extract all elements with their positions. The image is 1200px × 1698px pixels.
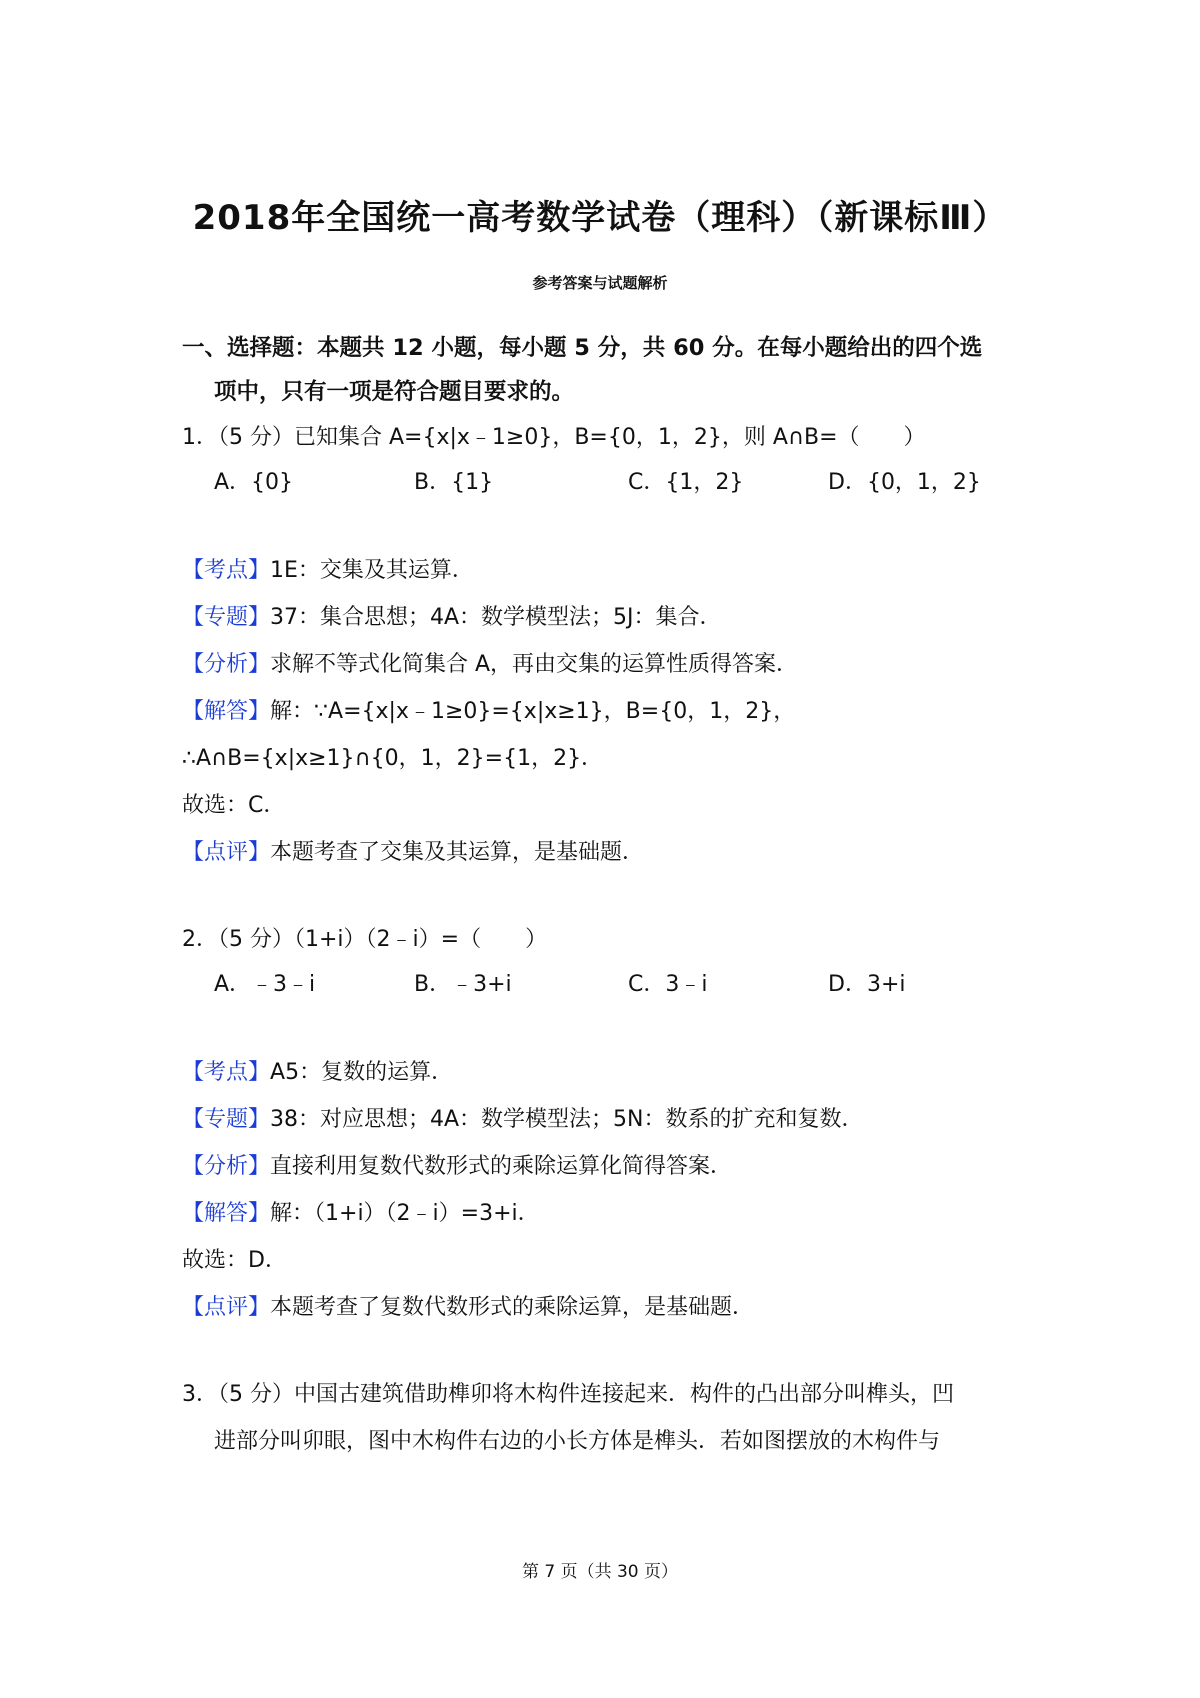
- question-1-kaodian: [182, 553, 474, 584]
- section-heading-line1: 一、选择题：本题共 12 小题，每小题 5 分，共 60 分。在每小题给出的四个选: [182, 335, 983, 361]
- question-2-stem: 2．（5 分）（1+i）（2﹣i）=（ ）: [182, 927, 548, 952]
- dianping-text: 本题考查了交集及其运算，是基础题．: [270, 840, 645, 865]
- question-1-choice: 故选：C．: [182, 793, 286, 818]
- question-2-option-c: C．3﹣i: [628, 972, 708, 997]
- kaodian-tag: 【考点】: [182, 558, 271, 583]
- section-heading-line2: 项中，只有一项是符合题目要求的。: [214, 379, 575, 405]
- question-1-jieda-line2: ∴A∩B={x|x≥1}∩{0，1，2}={1，2}．: [182, 746, 604, 771]
- jieda-text: 解：∵A={x|x﹣1≥0}={x|x≥1}，B={0，1，2}，: [270, 699, 796, 724]
- question-3-stem-line2: 进部分叫卯眼，图中木构件右边的小长方体是榫头．若如图摆放的木构件与: [214, 1429, 941, 1454]
- dianping-tag: 【点评】: [182, 1295, 271, 1320]
- question-1-stem: 1．（5 分）已知集合 A={x|x﹣1≥0}，B={0，1，2}，则 A∩B=（ ）: [182, 425, 926, 450]
- question-1-option-c: C．{1，2}: [628, 470, 744, 495]
- fenxi-text: 直接利用复数代数形式的乘除运算化简得答案．: [270, 1154, 733, 1179]
- zhuanti-tag: 【专题】: [182, 605, 271, 630]
- dianping-tag: 【点评】: [182, 840, 271, 865]
- question-2-kaodian: [182, 1055, 453, 1086]
- jieda-text: 解：（1+i）（2﹣i）=3+i．: [270, 1201, 540, 1226]
- fenxi-tag: 【分析】: [182, 652, 271, 677]
- question-2-option-a: A．﹣3﹣i: [214, 972, 316, 997]
- fenxi-tag: 【分析】: [182, 1154, 271, 1179]
- question-1-dianping: [182, 835, 644, 866]
- document-subtitle: 参考答案与试题解析: [532, 274, 668, 292]
- question-2-fenxi: [182, 1149, 732, 1180]
- page-footer: 第 7 页（共 30 页）: [521, 1562, 679, 1582]
- question-2-choice: 故选：D．: [182, 1248, 287, 1273]
- zhuanti-tag: 【专题】: [182, 1107, 271, 1132]
- fenxi-text: 求解不等式化简集合 A，再由交集的运算性质得答案．: [270, 652, 799, 677]
- question-2-option-b: B．﹣3+i: [414, 972, 512, 997]
- question-1-option-b: B．{1}: [414, 470, 494, 495]
- document-title: 2018年全国统一高考数学试卷（理科）（新课标Ⅲ）: [192, 198, 1008, 238]
- jieda-tag: 【解答】: [182, 1201, 271, 1226]
- question-1-option-a: A．{0}: [214, 470, 294, 495]
- zhuanti-text: 38：对应思想；4A：数学模型法；5N：数系的扩充和复数．: [270, 1107, 864, 1132]
- zhuanti-text: 37：集合思想；4A：数学模型法；5J：集合．: [270, 605, 722, 630]
- question-2-dianping: [182, 1290, 754, 1321]
- question-3-stem-line1: 3．（5 分）中国古建筑借助榫卯将木构件连接起来．构件的凸出部分叫榫头，凹: [182, 1382, 954, 1407]
- jieda-tag: 【解答】: [182, 699, 271, 724]
- question-1-jieda: [182, 694, 795, 725]
- kaodian-tag: 【考点】: [182, 1060, 271, 1085]
- dianping-text: 本题考查了复数代数形式的乘除运算，是基础题．: [270, 1295, 755, 1320]
- kaodian-text: 1E：交集及其运算．: [270, 558, 474, 583]
- question-1-zhuanti: [182, 600, 722, 631]
- kaodian-text: A5：复数的运算．: [270, 1060, 454, 1085]
- question-2-option-d: D．3+i: [828, 972, 906, 997]
- question-1-option-d: D．{0，1，2}: [828, 470, 981, 495]
- question-1-fenxi: [182, 647, 798, 678]
- question-2-zhuanti: [182, 1102, 864, 1133]
- question-2-jieda: [182, 1196, 540, 1227]
